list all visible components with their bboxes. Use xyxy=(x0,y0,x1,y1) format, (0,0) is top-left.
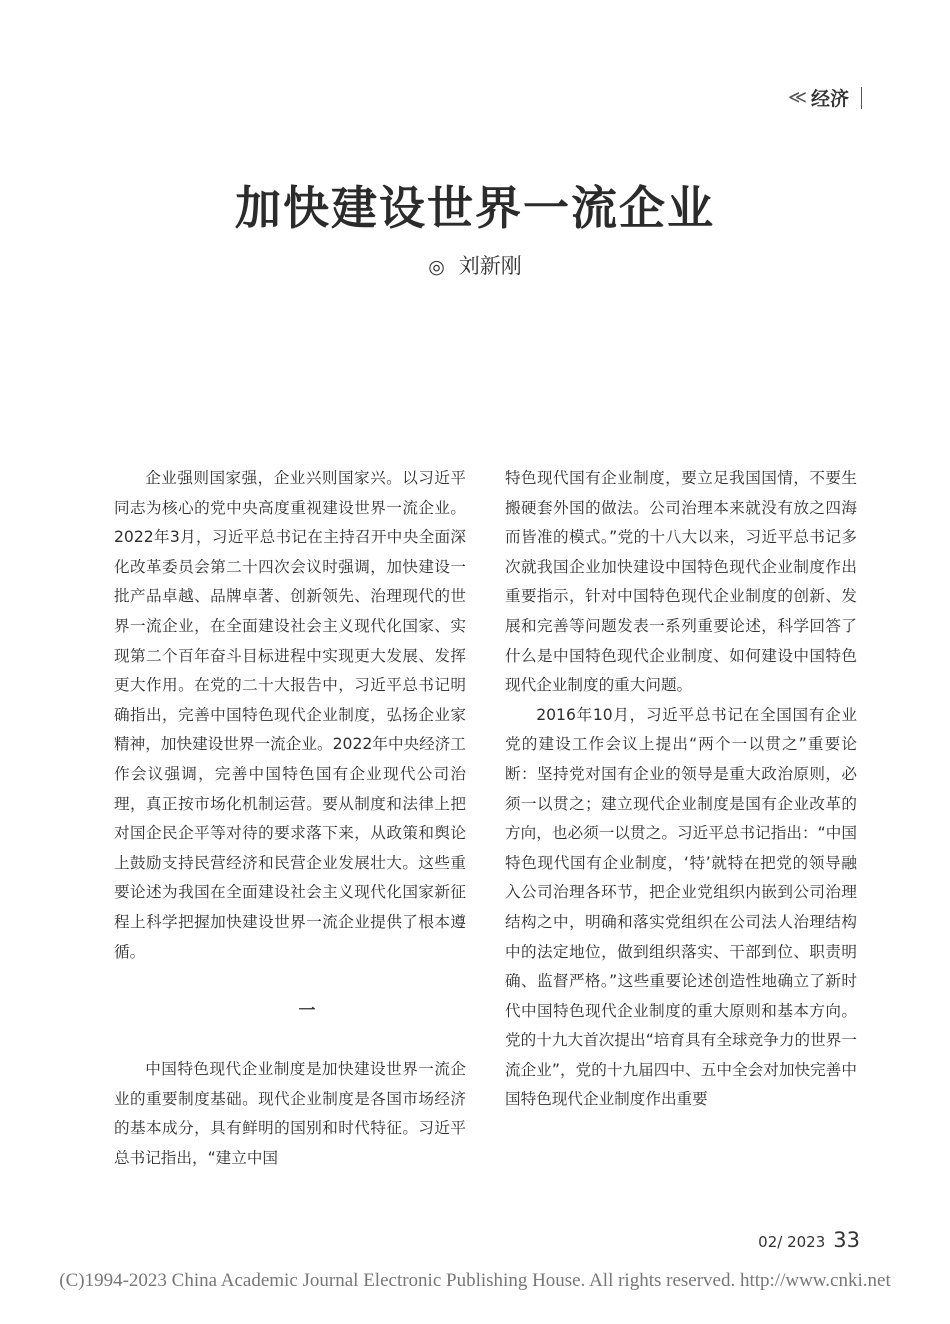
paragraph: 2016年10月，习近平总书记在全国国有企业党的建设工作会议上提出“两个一以贯之”重要论断：坚持党对国有企业的领导是重大政治原则，必须一以贯之；建立现代企业制度是国有企业改革的方向，也必须一以贯之。习近平总书记指出：“中国特色现代国有企业制度，‘特’就特在把党的领导融入公司治理各环节，把企业党组织内嵌到公司治理结构之中，明确和落实党组织在公司法人治理结构中的法定地位，做到组织落实、干部到位、职责明确、监督严格。”这些重要论述创造性地确立了新时代中国特色现代企业制度的重大原则和基本方向。党的十九大首次提出“培育具有全球竞争力的世界一流企业”，党的十九届四中、五中全会对加快完善中国特色现代企业制度作出重要 xyxy=(505,705,857,1109)
page-footer xyxy=(758,1228,860,1252)
paragraph-continued: 特色现代国有企业制度，要立足我国国情，不要生搬硬套外国的做法。公司治理本来就没有放之四海而皆准的模式。”党的十八大以来，习近平总书记多次就我国企业加快建设中国特色现代企业制度作出重要指示，针对中国特色现代企业制度的创新、发展和完善等问题发表一系列重要论述，科学回答了什么是中国特色现代企业制度、如何建设中国特色现代企业制度的重大问题。 xyxy=(505,469,857,695)
paragraph: 中国特色现代企业制度是加快建设世界一流企业的重要制度基础。现代企业制度是各国市场经济的基本成分，具有鲜明的国别和时代特征。习近平总书记指出，“建立中国 xyxy=(114,1060,466,1167)
right-column xyxy=(505,464,857,1115)
author-line xyxy=(0,250,950,280)
section-number: 一 xyxy=(298,1001,316,1022)
bullseye-icon: ◎ xyxy=(428,256,445,278)
section-label: 经济 xyxy=(810,88,849,110)
section-divider xyxy=(861,87,862,109)
section-tag xyxy=(788,84,862,111)
issue-number: 02/ 2023 xyxy=(758,1233,826,1251)
copyright-notice: (C)1994-2023 China Academic Journal Electronic Publishing House. All rights reserved. http://www.cnki.net xyxy=(59,1270,891,1291)
left-column xyxy=(114,464,466,1173)
author-name: 刘新刚 xyxy=(458,254,522,278)
double-chevron-left-icon: ≪ xyxy=(788,87,807,108)
paragraph: 企业强则国家强，企业兴则国家兴。以习近平同志为核心的党中央高度重视建设世界一流企业。2022年3月，习近平总书记在主持召开中央全面深化改革委员会第二十四次会议时强调，加快建设一批产品卓越、品牌卓著、创新领先、治理现代的世界一流企业，在全面建设社会主义现代化国家、实现第二个百年奋斗目标进程中实现更大发展、发挥更大作用。在党的二十大报告中，习近平总书记明确指出，完善中国特色现代企业制度，弘扬企业家精神，加快建设世界一流企业。2022年中央经济工作会议强调，完善中国特色国有企业现代公司治理，真正按市场化机制运营。要从制度和法律上把对国企民企平等对待的要求落下来，从政策和舆论上鼓励支持民营经济和民营企业发展壮大。这些重要论述为我国在全面建设社会主义现代化国家新征程上科学把握加快建设世界一流企业提供了根本遵循。 xyxy=(114,469,466,961)
article-title: 加快建设世界一流企业 xyxy=(235,181,715,235)
page-number: 33 xyxy=(833,1228,860,1252)
